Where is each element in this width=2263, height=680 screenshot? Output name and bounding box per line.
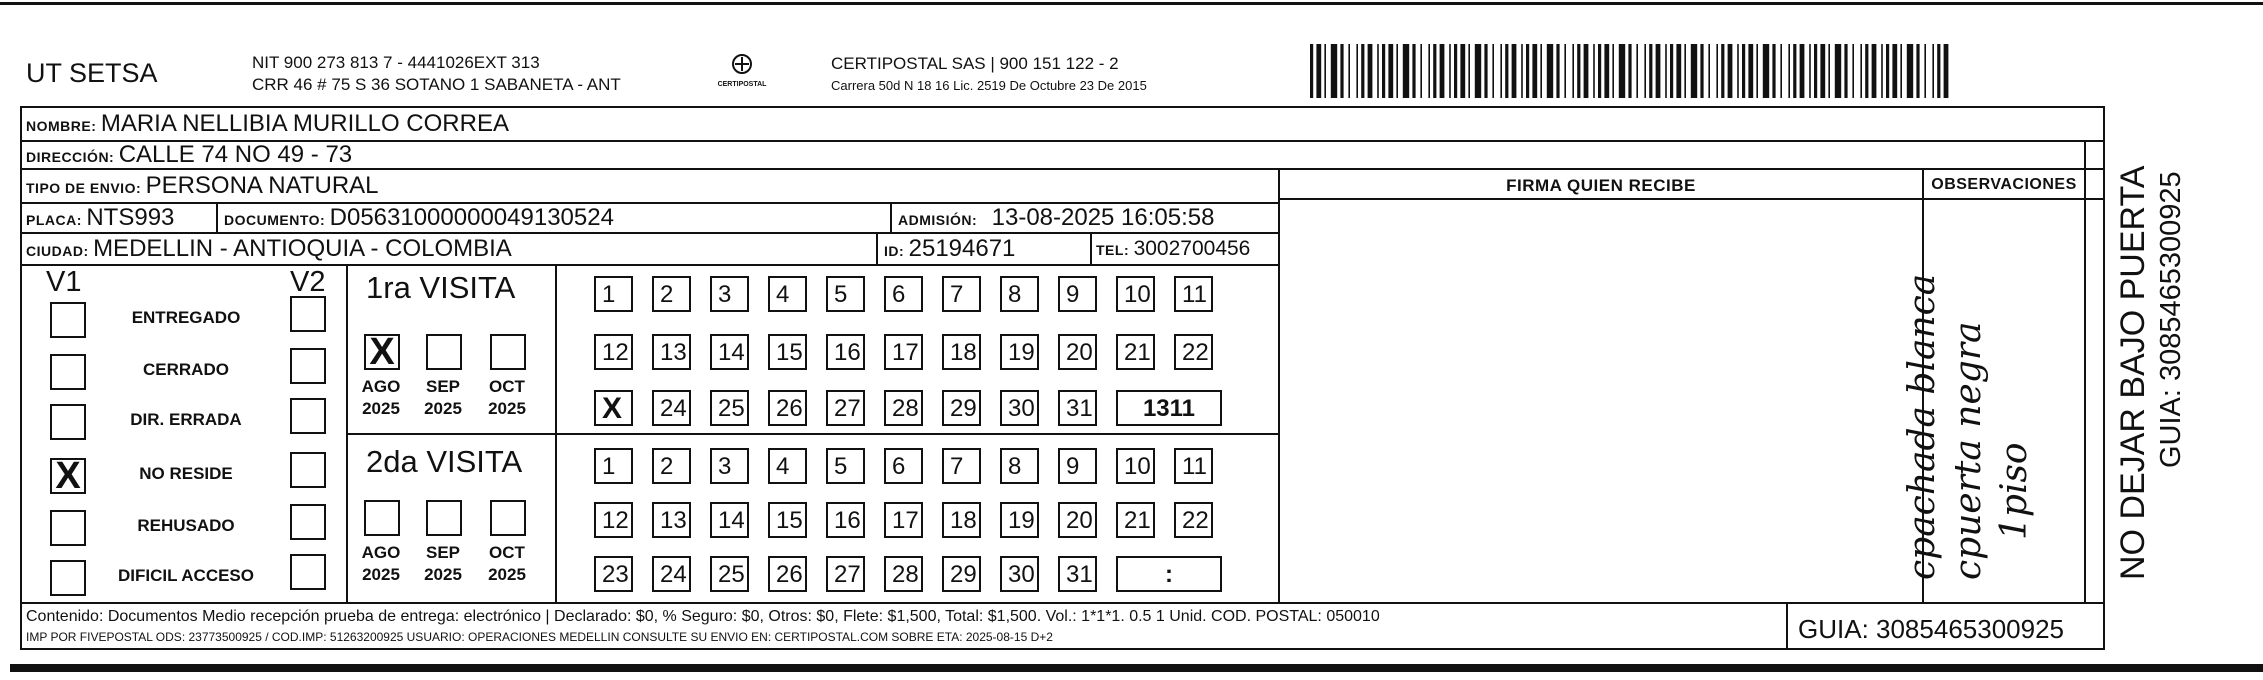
company-address: CRR 46 # 75 S 36 SOTANO 1 SABANETA - ANT [252,75,621,94]
barcode-bar [1521,44,1523,98]
bottom-edge [10,664,2263,672]
barcode-bar [1556,44,1559,98]
v1-checkbox[interactable] [50,302,86,338]
documento-row [224,204,614,232]
barcode-bar [1684,44,1686,98]
barcode-bar [1748,44,1753,98]
carrier-name: CERTIPOSTAL SAS | 900 151 122 - 2 [831,54,1119,73]
barcode-bar [1809,44,1811,98]
barcode-bar [1388,44,1393,98]
month-checkbox-oct[interactable] [490,334,526,370]
barcode-bar [1526,44,1529,98]
barcode-bar [1728,44,1733,98]
barcode-bar [1412,44,1415,98]
barcode-bar [1475,44,1481,98]
barcode-bar [1512,44,1517,98]
month-checkbox-sep[interactable] [426,334,462,370]
barcode-bar [1310,44,1313,98]
barcode-bar [1619,44,1625,98]
day-cell[interactable]: 12 [594,502,633,538]
day-cell[interactable]: 1 [594,276,633,312]
month-checkbox-ago[interactable]: X [364,334,400,370]
barcode-bar [1433,44,1436,98]
barcode-bar [1382,44,1385,98]
signature-area[interactable] [1282,200,1920,600]
day-cell[interactable]: 11 [1174,448,1213,484]
barcode-bar [1584,44,1589,98]
barcode-bar [1377,44,1379,98]
barcode-bar [1665,44,1667,98]
barcode-bar [1428,44,1430,98]
carrier-license: Carrera 50d N 18 16 Lic. 2519 De Octubre 23 De 2015 [831,78,1147,93]
barcode-bar [1944,44,1949,98]
barcode-bar [1505,44,1508,98]
barcode-bar [1780,44,1782,98]
barcode-bar [1676,44,1681,98]
day-cell[interactable]: 29 [942,390,981,426]
barcode-bar [1636,44,1638,98]
barcode-bar [1716,44,1718,98]
barcode-bar [1737,44,1739,98]
day-cell[interactable]: 29 [942,556,981,592]
day-cell[interactable]: 2 [652,448,691,484]
day-cell[interactable]: 22 [1174,502,1213,538]
admision-label: ADMISIÓN: [898,212,978,228]
day-cell[interactable]: 17 [884,502,923,538]
day-cell[interactable]: 30 [1000,390,1039,426]
barcode-bar [1670,44,1673,98]
v2-label: V2 [290,266,326,298]
documento-label: DOCUMENTO: [224,212,326,228]
barcode-bar [1852,44,1854,98]
day-cell[interactable]: 27 [826,556,865,592]
barcode-bar [1860,44,1862,98]
barcode-bar [1468,44,1470,98]
barcode-bar [1361,44,1364,98]
day-cell[interactable]: 15 [768,502,807,538]
month-label: OCT 2025 [488,377,526,418]
status-label: REHUSADO [137,516,235,535]
barcode-bar [1872,44,1877,98]
barcode-bar [1865,44,1868,98]
day-cell[interactable]: 20 [1058,502,1097,538]
day-cell[interactable]: 19 [1000,502,1039,538]
barcode-bar [1721,44,1724,98]
day-cell[interactable]: 16 [826,334,865,370]
day-cell[interactable]: 10 [1116,276,1155,312]
barcode-bar [1828,44,1830,98]
tel-value: 3002700456 [1133,237,1251,260]
barcode-bar [1449,44,1451,98]
barcode-bar [1484,44,1487,98]
barcode-bar [1612,44,1614,98]
certipostal-logo: CERTIPOSTAL [712,52,772,94]
barcode-bar [1763,44,1769,98]
barcode-bar [1772,44,1775,98]
barcode-bar [1814,44,1817,98]
id-label: ID: [884,243,905,259]
observaciones-notes [1900,200,2038,580]
barcode-bar [1628,44,1631,98]
day-cell[interactable]: 16 [826,502,865,538]
barcode-bar [1793,44,1796,98]
day-cell[interactable]: 31 [1058,556,1097,592]
month-label: SEP 2025 [424,543,462,584]
tipo-row [26,172,379,200]
barcode-bar [1644,44,1646,98]
day-cell[interactable]: 10 [1116,448,1155,484]
first-visit-title: 1ra VISITA [366,270,516,305]
day-cell[interactable]: 18 [942,502,981,538]
month-checkbox-ago[interactable] [364,500,400,536]
month-checkbox-oct[interactable] [490,500,526,536]
barcode-bar [1577,44,1580,98]
status-label: ENTREGADO [131,308,241,327]
day-cell[interactable]: 9 [1058,448,1097,484]
day-cell[interactable]: 7 [942,448,981,484]
barcode-bar [1881,44,1883,98]
month-checkbox-sep[interactable] [426,500,462,536]
day-cell[interactable]: 4 [768,448,807,484]
day-cell[interactable]: 31 [1058,390,1097,426]
day-cell[interactable]: 4 [768,276,807,312]
barcode-bar [1844,44,1847,98]
barcode-bar [1316,44,1321,98]
v1-checkbox[interactable] [50,560,86,596]
barcode-bar [1742,44,1745,98]
day-cell[interactable]: 6 [884,276,923,312]
barcode [1310,44,1950,98]
placa-value: NTS993 [86,204,175,231]
company-name: UT SETSA [26,58,158,88]
status-label: DIR. ERRADA [130,410,242,429]
barcode-bar [1368,44,1373,98]
admision-value: 13-08-2025 16:05:58 [991,204,1215,231]
footer-guia: GUIA: 3085465300925 [1798,614,2064,644]
barcode-bar [1788,44,1790,98]
day-cell[interactable]: 17 [884,334,923,370]
barcode-bar [1691,44,1697,98]
tipo-value: PERSONA NATURAL [145,172,379,199]
barcode-bar [1820,44,1825,98]
status-label: DIFICIL ACCESO [117,566,254,585]
direccion-row [26,141,352,169]
barcode-bar [1331,44,1337,98]
day-cell[interactable]: 21 [1116,334,1155,370]
barcode-bar [1907,44,1913,98]
ciudad-value: MEDELLIN - ANTIOQUIA - COLOMBIA [93,235,512,262]
barcode-bar [1340,44,1343,98]
day-cell[interactable]: 1 [594,448,633,484]
logo-icon [722,52,762,76]
barcode-bar [1324,44,1326,98]
barcode-bar [1500,44,1502,98]
day-cell[interactable]: 7 [942,276,981,312]
barcode-bar [1835,44,1841,98]
barcode-bar [1649,44,1652,98]
firma-label: FIRMA QUIEN RECIBE [1506,176,1696,195]
day-cell[interactable]: 9 [1058,276,1097,312]
status-label: CERRADO [143,360,229,379]
day-cell[interactable]: 2 [652,276,691,312]
note-line-3: 1piso [1994,442,2035,540]
documento-value: D056310000000491305​24 [329,204,614,231]
v1-checkbox[interactable]: X [50,458,86,494]
day-cell[interactable]: 14 [710,502,749,538]
barcode-bar [1886,44,1889,98]
barcode-bar [1403,44,1409,98]
day-cell[interactable]: 14 [710,334,749,370]
barcode-bar [1460,44,1465,98]
v2-checkbox[interactable] [290,554,326,590]
barcode-bar [1532,44,1537,98]
barcode-bar [1564,44,1566,98]
barcode-bar [1900,44,1902,98]
v2-checkbox[interactable] [290,504,326,540]
barcode-bar [1420,44,1422,98]
month-label: OCT 2025 [488,543,526,584]
barcode-bar [1598,44,1601,98]
barcode-bar [1937,44,1940,98]
day-cell[interactable]: 6 [884,448,923,484]
ciudad-row [26,235,512,263]
v2-checkbox[interactable] [290,348,326,384]
day-cell[interactable]: 22 [1174,334,1213,370]
side-notice: NO DEJAR BAJO PUERTA [2114,165,2152,580]
day-cell[interactable]: 23 [594,556,633,592]
time-field[interactable]: : [1116,556,1222,592]
barcode-bar [1540,44,1542,98]
note-line-2: cpuerta negra [1948,321,1989,580]
placa-label: PLACA: [26,212,82,228]
day-cell[interactable]: 12 [594,334,633,370]
barcode-bars [1310,44,1950,98]
barcode-bar [1604,44,1609,98]
barcode-bar [1356,44,1358,98]
footer-print-info: IMP POR FIVEPOSTAL ODS: 23773500925 / COD.IMP: 51263200925 USUARIO: OPERACIONES MEDELLIN CONSULTE SU ENVIO EN: CERTIPOSTAL.COM SOBRE ETA: 2025-08-15 D+2 [26,630,1053,644]
day-cell[interactable]: 27 [826,390,865,426]
direccion-value: CALLE 74 NO 49 - 73 [118,141,353,168]
barcode-bar [1924,44,1926,98]
v1-label: V1 [46,266,82,298]
day-cell[interactable]: 3 [710,276,749,312]
tipo-label: TIPO DE ENVIO: [26,180,142,196]
day-cell[interactable]: 15 [768,334,807,370]
month-label: AGO 2025 [361,377,401,418]
day-cell[interactable]: 8 [1000,276,1039,312]
day-cell[interactable]: 19 [1000,334,1039,370]
observaciones-label: OBSERVACIONES [1931,176,2077,193]
day-cell[interactable]: 8 [1000,448,1039,484]
day-cell[interactable]: 25 [710,390,749,426]
day-cell[interactable]: 11 [1174,276,1213,312]
barcode-bar [1492,44,1494,98]
barcode-bar [1756,44,1758,98]
side-guia: GUIA: 3085465300925 [2155,171,2187,468]
barcode-bar [1593,44,1595,98]
day-cell[interactable]: 3 [710,448,749,484]
day-cell[interactable]: 20 [1058,334,1097,370]
day-cell[interactable]: 18 [942,334,981,370]
day-cell[interactable]: 26 [768,390,807,426]
admision-row [898,204,1214,232]
side-panel [2112,120,2188,580]
ciudad-label: CIUDAD: [26,243,89,259]
day-cell[interactable]: 28 [884,390,923,426]
barcode-bar [1916,44,1919,98]
day-cell[interactable]: 25 [710,556,749,592]
barcode-bar [1348,44,1350,98]
barcode-bar [1440,44,1445,98]
id-row [884,235,1015,263]
day-cell[interactable]: 5 [826,448,865,484]
day-cell[interactable]: 24 [652,390,691,426]
barcode-bar [1700,44,1703,98]
day-cell[interactable]: 28 [884,556,923,592]
v2-checkbox[interactable] [290,398,326,434]
time-field[interactable]: 1311 [1116,390,1222,426]
direccion-label: DIRECCIÓN: [26,149,115,165]
barcode-bar [1396,44,1398,98]
company-nit: NIT 900 273 813 7 - 4441026EXT 313 [252,53,540,72]
month-label: AGO 2025 [361,543,401,584]
placa-row [26,204,174,232]
day-cell[interactable]: 30 [1000,556,1039,592]
day-cell[interactable]: 24 [652,556,691,592]
second-visit-title: 2da VISITA [366,444,523,479]
barcode-bar [1656,44,1661,98]
day-cell[interactable]: 5 [826,276,865,312]
day-cell[interactable]: 21 [1116,502,1155,538]
day-cell[interactable]: X [594,390,633,426]
v2-checkbox[interactable] [290,452,326,488]
status-label: NO RESIDE [139,464,233,483]
id-value: 25194671 [908,235,1016,262]
barcode-bar [1800,44,1805,98]
nombre-row [26,110,509,138]
barcode-bar [1454,44,1457,98]
barcode-bar [1572,44,1574,98]
barcode-bar [1547,44,1553,98]
tel-row [1096,237,1250,261]
v2-checkbox[interactable] [290,296,326,332]
day-cell[interactable]: 13 [652,502,691,538]
nombre-label: NOMBRE: [26,118,97,134]
barcode-bar [1708,44,1710,98]
v1-checkbox[interactable] [50,404,86,440]
day-cell[interactable]: 26 [768,556,807,592]
footer-contents: Contenido: Documentos Medio recepción prueba de entrega: electrónico | Declarado: $0, % Seguro: $0, Otros: $0, Flete: $1,500, Total: $1,500. Vol.: 1*1*1. 0.5 1 Unid. COD. POSTAL: 050010 [26,608,1380,625]
month-label: SEP 2025 [424,377,462,418]
tel-label: TEL: [1096,242,1130,258]
top-edge [0,2,2263,5]
nombre-value: MARIA NELLIBIA MURILLO CORREA [100,110,509,137]
barcode-bar [1892,44,1897,98]
note-line-1: cpachada blanca [1902,273,1943,580]
v1-checkbox[interactable] [50,354,86,390]
v1-checkbox[interactable] [50,510,86,546]
barcode-bar [1932,44,1934,98]
day-cell[interactable]: 13 [652,334,691,370]
